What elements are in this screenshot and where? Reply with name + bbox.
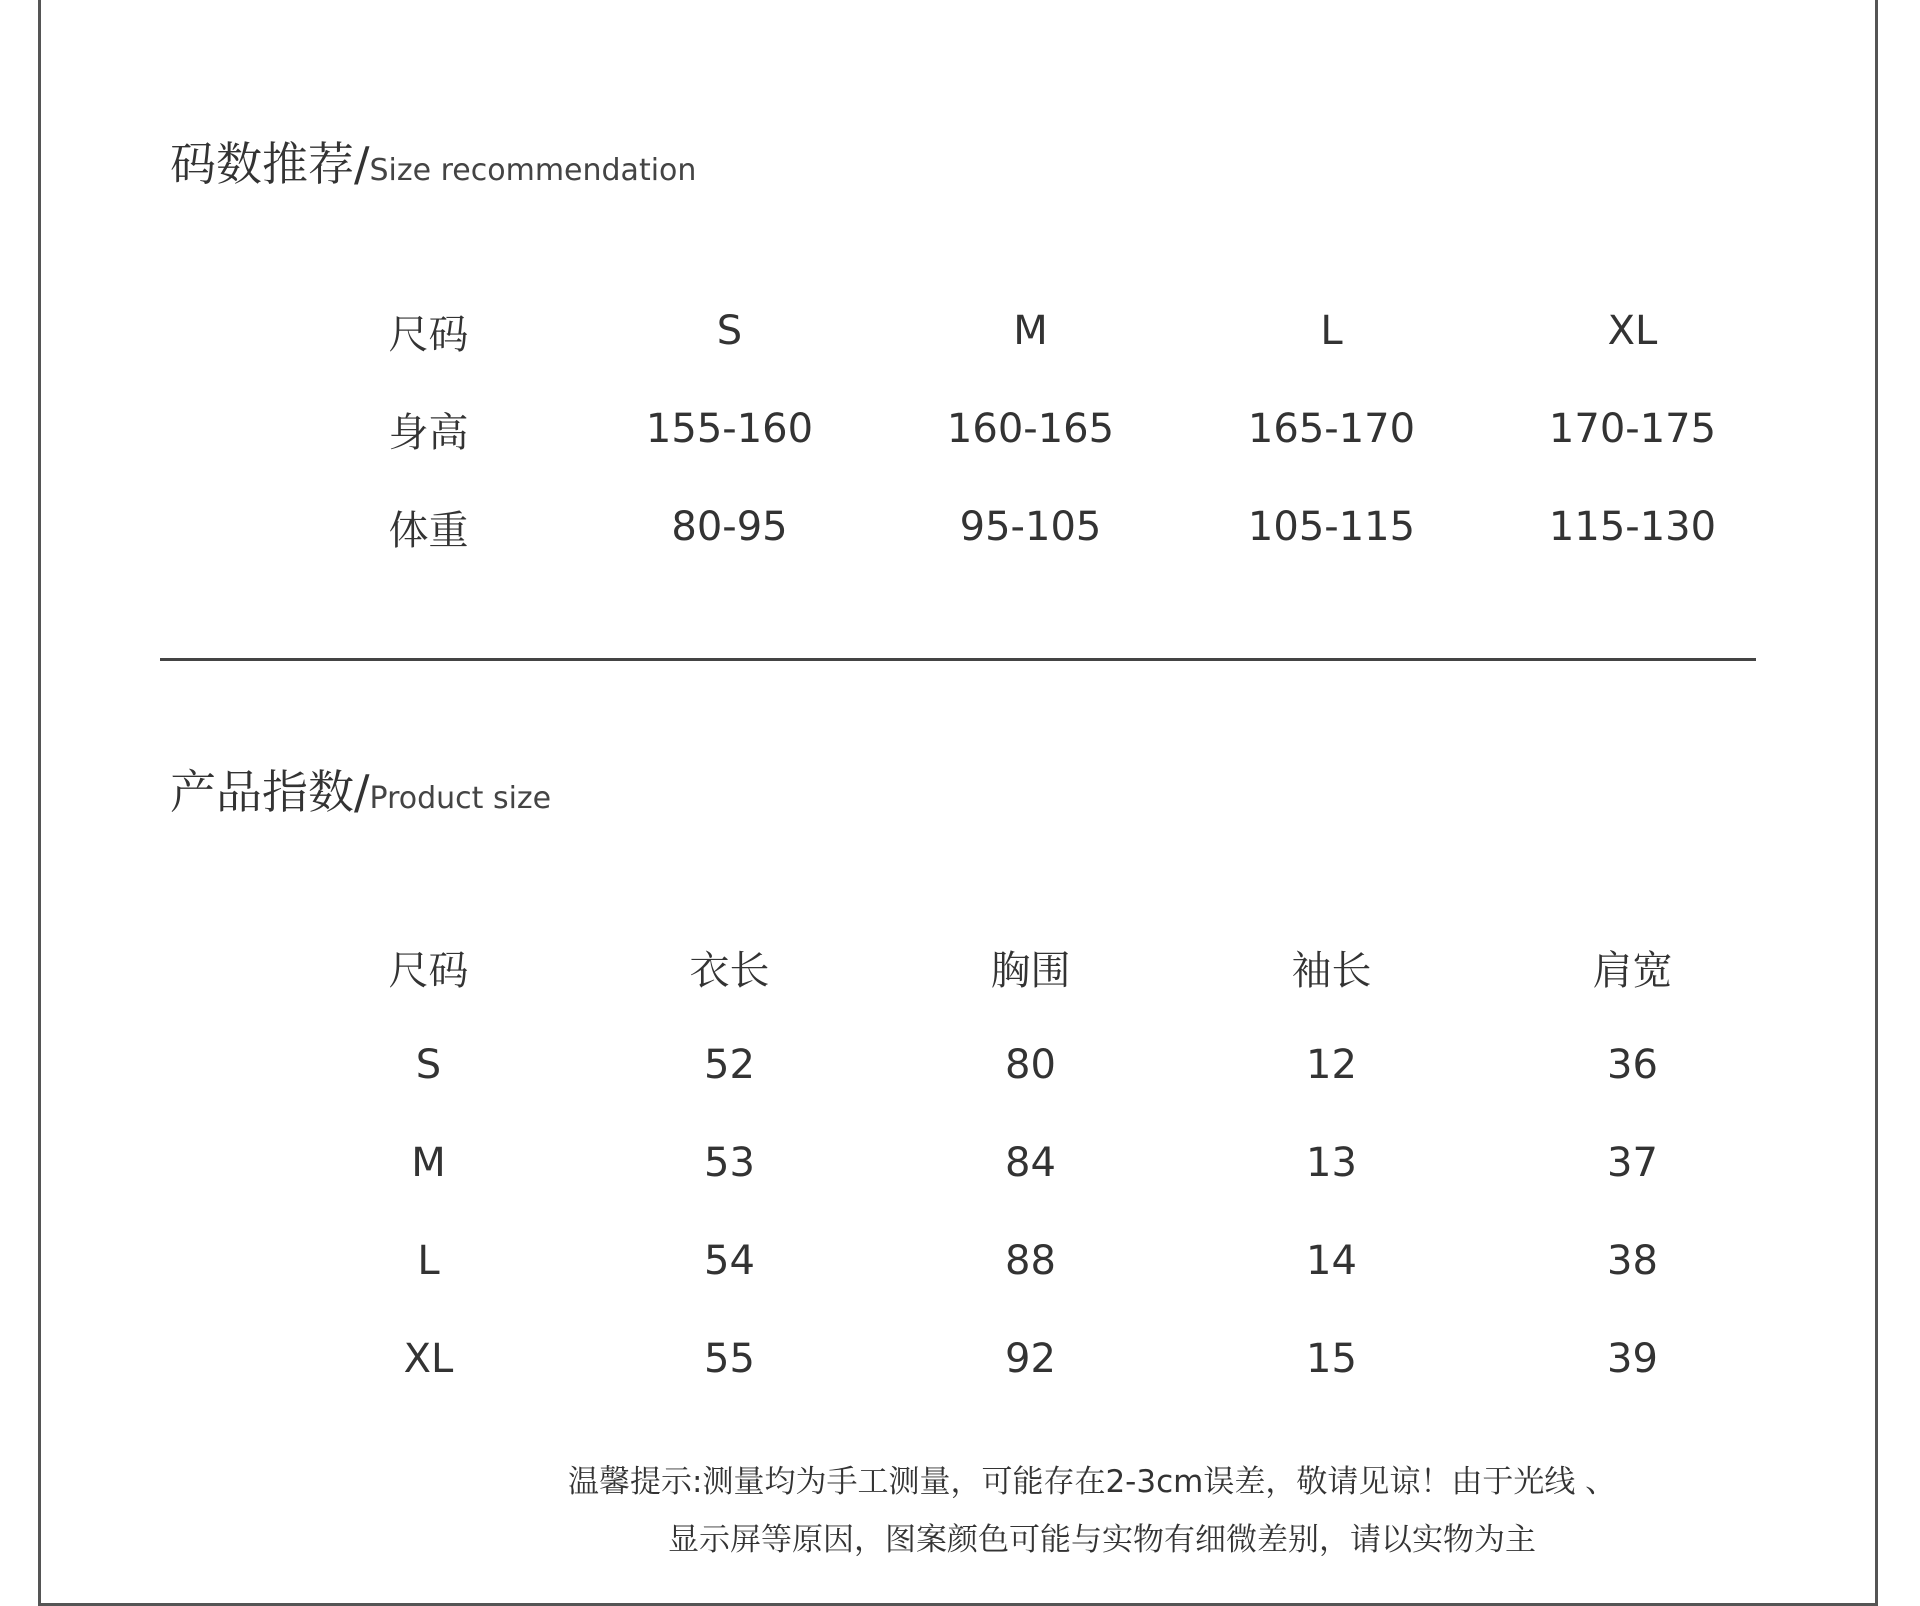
row-label: M: [411, 1140, 446, 1186]
table-cell: 92: [1005, 1336, 1056, 1382]
table-header-row: [278, 282, 1783, 380]
table-cell: 13: [1306, 1140, 1357, 1186]
table-cell: 38: [1607, 1238, 1658, 1284]
row-label: L: [417, 1238, 440, 1284]
row-label: XL: [403, 1336, 454, 1382]
table-cell: 80: [1005, 1042, 1056, 1088]
table-row: [278, 1016, 1783, 1114]
table-cell: 95-105: [959, 504, 1102, 550]
size-recommendation-title-en: Size recommendation: [369, 153, 697, 188]
product-size-table: [278, 918, 1783, 1408]
table-cell: 105-115: [1247, 504, 1416, 550]
table-cell: 55: [704, 1336, 755, 1382]
table-row: [278, 1310, 1783, 1408]
table-row: [278, 380, 1783, 478]
table-header-row: [278, 918, 1783, 1016]
header-cell: 尺码: [388, 311, 469, 358]
table-cell: 160-165: [946, 406, 1115, 452]
table-row: [278, 1212, 1783, 1310]
table-cell: 53: [704, 1140, 755, 1186]
product-size-title: [170, 756, 551, 822]
table-cell: 54: [704, 1238, 755, 1284]
size-recommendation-table: [278, 282, 1783, 576]
table-cell: 39: [1607, 1336, 1658, 1382]
size-recommendation-title-zh: 码数推荐: [170, 137, 354, 191]
size-recommendation-title: [170, 128, 696, 194]
section-divider: [160, 658, 1756, 661]
measurement-note-line-2: 显示屏等原因，图案颜色可能与实物有细微差别，请以实物为主: [668, 1522, 1536, 1558]
product-size-title-zh: 产品指数: [170, 765, 354, 819]
measurement-note-line-1: 温馨提示:测量均为手工测量，可能存在2-3cm误差，敬请见谅！由于光线 、: [568, 1464, 1617, 1500]
table-cell: 155-160: [645, 406, 814, 452]
table-cell: 36: [1607, 1042, 1658, 1088]
row-label: 身高: [388, 409, 469, 456]
header-cell: 衣长: [689, 947, 770, 994]
row-label: S: [415, 1042, 442, 1088]
table-cell: 52: [704, 1042, 755, 1088]
header-cell: 肩宽: [1592, 947, 1673, 994]
table-cell: 165-170: [1247, 406, 1416, 452]
product-size-title-en: Product size: [369, 781, 552, 816]
title-separator: /: [354, 137, 370, 191]
header-cell: 袖长: [1291, 947, 1372, 994]
header-cell: M: [1013, 308, 1048, 354]
table-cell: 88: [1005, 1238, 1056, 1284]
header-cell: XL: [1607, 308, 1658, 354]
table-cell: 80-95: [671, 504, 788, 550]
table-row: [278, 1114, 1783, 1212]
table-cell: 84: [1005, 1140, 1056, 1186]
table-cell: 37: [1607, 1140, 1658, 1186]
header-cell: S: [716, 308, 743, 354]
row-label: 体重: [388, 507, 469, 554]
table-row: [278, 478, 1783, 576]
header-cell: 尺码: [388, 947, 469, 994]
table-cell: 15: [1306, 1336, 1357, 1382]
title-separator: /: [354, 765, 370, 819]
table-cell: 12: [1306, 1042, 1357, 1088]
table-cell: 170-175: [1548, 406, 1717, 452]
table-cell: 115-130: [1548, 504, 1717, 550]
table-cell: 14: [1306, 1238, 1357, 1284]
header-cell: L: [1320, 308, 1343, 354]
header-cell: 胸围: [990, 947, 1071, 994]
